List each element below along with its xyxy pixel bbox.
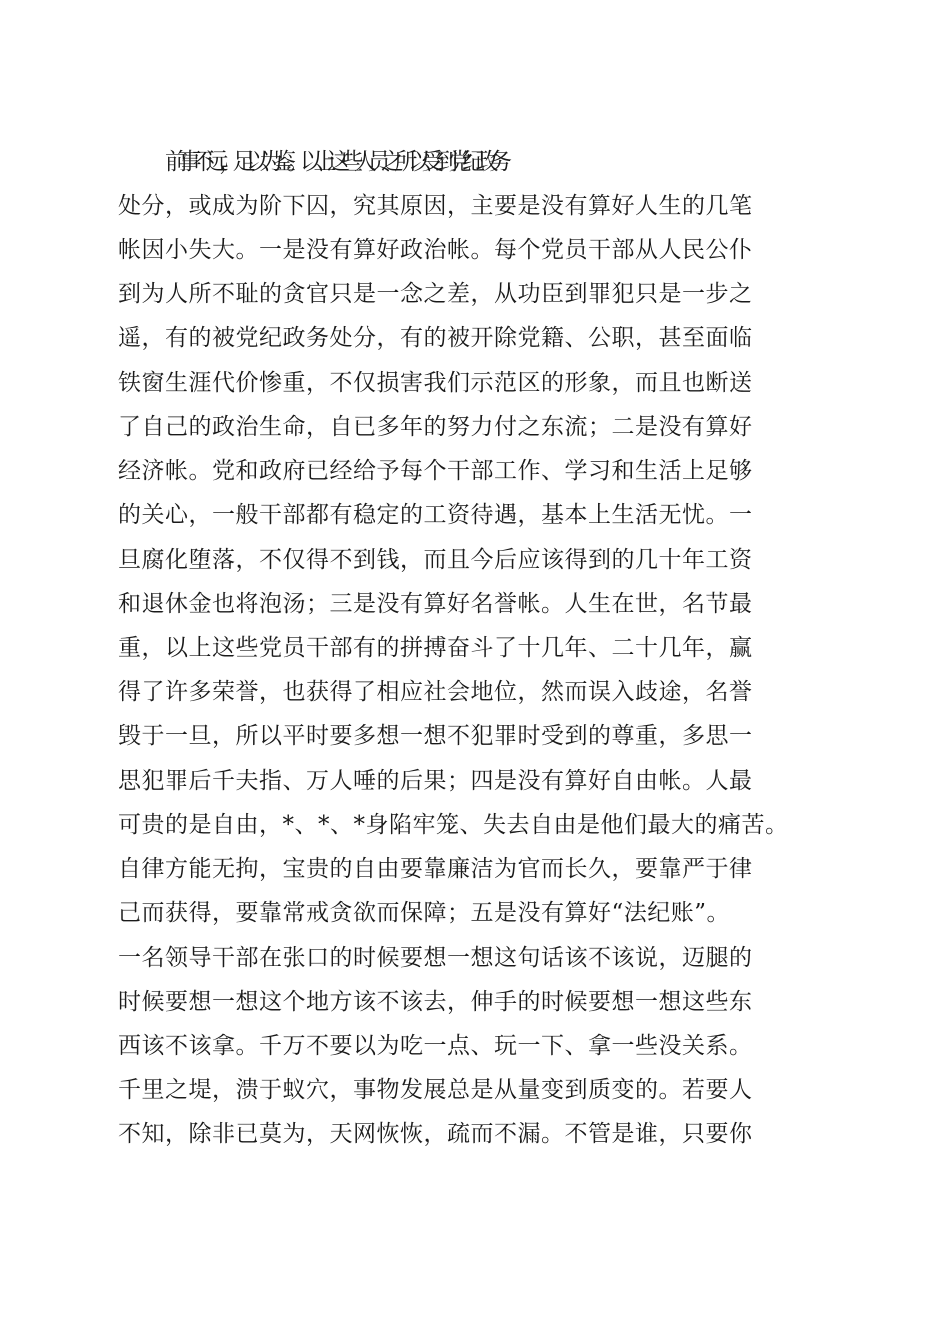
- text-line: 经济帐。党和政府已经给予每个干部工作、学习和生活上足够: [118, 458, 753, 484]
- text-line: 千里之堤，溃于蚁穴，事物发展总是从量变到质变的。若要人: [118, 1077, 753, 1103]
- text-line: 了自己的政治生命，自已多年的努力付之东流；二是没有算好: [118, 414, 753, 440]
- text-line: 前事不远，足以为鉴。以上这些人员之所以受到党纪政务: [165, 149, 503, 175]
- text-line: 帐因小失大。一是没有算好政治帐。每个党员干部从人民公仆: [118, 237, 753, 263]
- text-line: 重，以上这些党员干部有的拼搏奋斗了十几年、二十几年，赢: [118, 635, 753, 661]
- text-line: 铁窗生涯代价惨重，不仅损害我们示范区的形象，而且也断送: [118, 370, 753, 396]
- text-line: 己而获得，要靠常戒贪欲而保障；五是没有算好“法纪账”。: [118, 900, 731, 926]
- text-line: 遥，有的被党纪政务处分，有的被开除党籍、公职，甚至面临: [118, 325, 753, 351]
- text-line: 和退休金也将泡汤；三是没有算好名誉帐。人生在世，名节最: [118, 591, 753, 617]
- text-line: 旦腐化堕落，不仅得不到钱，而且今后应该得到的几十年工资: [118, 547, 753, 573]
- text-line: 得了许多荣誉，也获得了相应社会地位，然而误入歧途，名誉: [118, 679, 753, 705]
- text-line: 不知，除非已莫为，天网恢恢，疏而不漏。不管是谁，只要你: [118, 1121, 753, 1147]
- text-line: 的关心，一般干部都有稳定的工资待遇，基本上生活无忧。一: [118, 502, 753, 528]
- text-line: 到为人所不耻的贪官只是一念之差，从功臣到罪犯只是一步之: [118, 281, 753, 307]
- text-line: 时候要想一想这个地方该不该去，伸手的时候要想一想这些东: [118, 989, 753, 1015]
- text-line: 处分，或成为阶下囚，究其原因，主要是没有算好人生的几笔: [118, 193, 753, 219]
- text-line: 自律方能无拘，宝贵的自由要靠廉洁为官而长久，要靠严于律: [118, 856, 753, 882]
- text-line: 思犯罪后千夫指、万人唾的后果；四是没有算好自由帐。人最: [118, 768, 753, 794]
- text-line: 一名领导干部在张口的时候要想一想这句话该不该说，迈腿的: [118, 945, 753, 971]
- text-line: 毁于一旦，所以平时要多想一想不犯罪时受到的尊重，多思一: [118, 723, 753, 749]
- text-line: 西该不该拿。千万不要以为吃一点、玩一下、拿一些没关系。: [118, 1033, 753, 1059]
- text-line: 可贵的是自由，*、*、*身陷牢笼、失去自由是他们最大的痛苦。: [118, 812, 789, 838]
